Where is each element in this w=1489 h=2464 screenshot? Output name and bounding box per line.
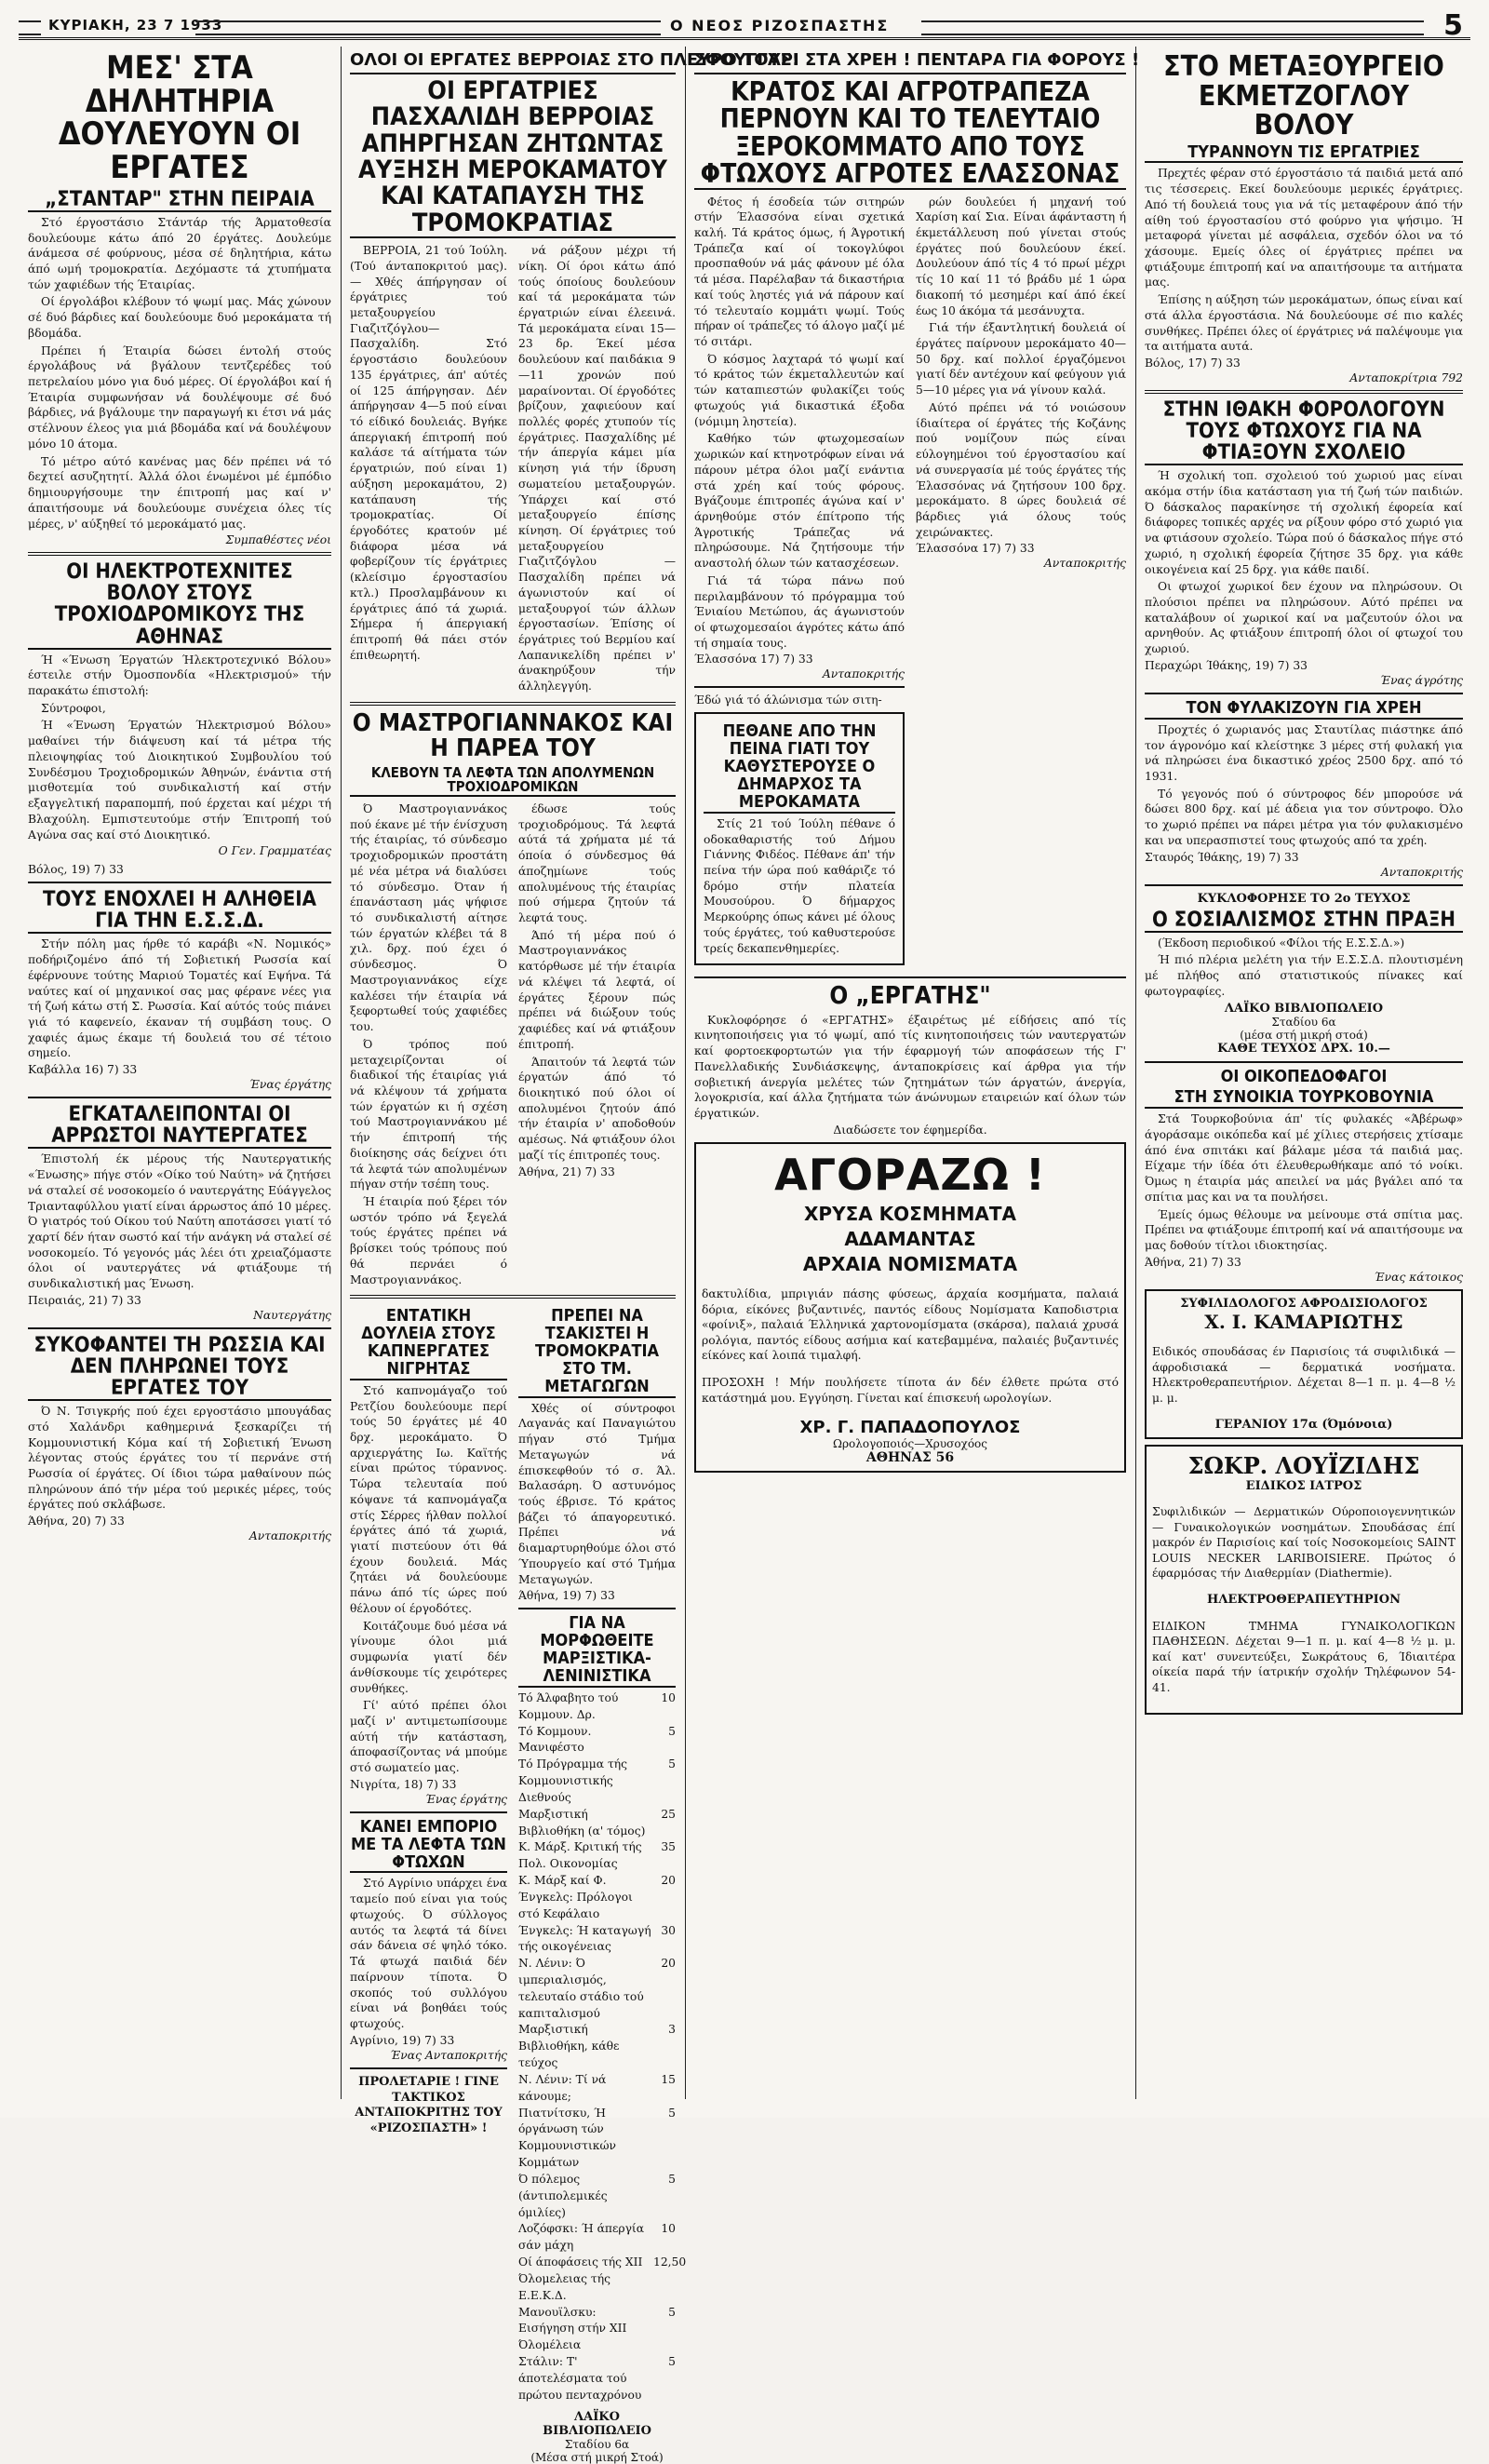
dateline: Έλασσόνα 17) 7) 33 xyxy=(916,542,1035,556)
article-text: Στό Αγρίνιο υπάρχει ένα ταμείο πού είναι για τούς φτωχούς. Ό σύλλογος αυτός τα λεφτά τά δίνει σάν δάνεια σέ ψηλό τόκο. Τά φτωχά παιδιά δέν παίρνουν τίποτα. Ό σκοπός τού συλλόγου είναι νά βοηθάει τούς φτωχούς. xyxy=(350,1877,507,2030)
book-title: Τό Άλφαβητο τού Κομμουν. Δρ. xyxy=(518,1690,619,1721)
article-text: Πρεχτές φέραν στό έργοστάσιο τά παιδιά μετά από τις τέσσερεις. Εκεί δουλεύουμε μερικές έργάτριες. Από τή δουλειά τους για νά τίς μεταφέρουν άπό τήν αίθη τού έργοστασίου στό φούρνο για ψήσιμο. Ή μεταφορά γίνεται μέ ασφάλεια, σχεδόν όλοι να τό χάσουμε. Εμείς όλες οί έργάτριες πρέπει να φτιάξουμε έπιτροπή καί να απαιτήσουμε τα αιτήματα μας. xyxy=(1145,167,1463,289)
paper-name: Ο ΝΕΟΣ ΡΙΖΟΣΠΑΣΤΗΣ xyxy=(670,17,890,34)
article-text: Τό γεγονός πού ό σύντροφος δέν μπορούσε νά δώσει 800 δρχ. καί μέ άδεια για τον σύντροφο. Όλο το χωριό πρέπει να πάρει μέτρα για τόν φυλακισμένο και να υπερασπιστεί τους φτωχούς από τα χρέη. xyxy=(1145,787,1463,847)
advert-line: ΧΡΥΣΑ ΚΟΣΜΗΜΑΤΑ xyxy=(804,1202,1016,1225)
book-title: Κ. Μάρξ καί Φ. Ένγκελς: Πρόλογοι στό Κεφάλαιο xyxy=(518,1874,633,1920)
dateline: Έλασσόνα 17) 7) 33 xyxy=(694,653,813,666)
book-row xyxy=(518,2106,676,2172)
signature: Ο Γεν. Γραμματέας xyxy=(218,844,331,858)
bookshop-address: Σταδίου 6α xyxy=(564,2437,630,2451)
article-text: Στίς 21 τού Ίούλη πέθανε ό οδοκαθαριστής τού Δήμου Γιάννης Φιδέος. Πέθανε άπ' τήν πείνα τήν ώρα πού καθάριζε τό δρόμο στήν πλατεία Μουσούρου. Ό δήμαρχος Μερκούρης όπως κάνει μέ όλους τούς έργάτες, τού καθυστερούσε τρείς δεκαπενθημερίες. xyxy=(704,816,895,955)
book-title: Πιατνίτσκυ, Ή όργάνωση τών Κομμουνιστικών Κομμάτων xyxy=(518,2106,616,2170)
advert-subtitle: ΗΛΕΚΤΡΟΘΕΡΑΠΕΥΤΗΡΙΟΝ xyxy=(1207,1593,1401,1608)
dateline: Περαχώρι Ίθάκης, 19) 7) 33 xyxy=(1145,658,1308,672)
book-price: 5 xyxy=(668,1757,676,1771)
article-text: Ή «Ένωση Έργατών Ήλεκτροτεχνικό Βόλου» έστειλε στήν Όμοσπονδία «Ηλεκτρισμού» τήν παρακάτω έπιστολή: xyxy=(28,653,331,698)
article-text: Οι φτωχοί χωρικοί δεν έχουν να πληρώσουν. Οι πλούσιοι πρέπει να πληρώσουν. Αύτό πρέπει να καταλάβουν οί χωρικοί καί να μαζευτούν όλοι να αρνηθούν. Ας φτιάξουν έπιτροπή όλοι οί φτωχοί του χωριού. xyxy=(1145,580,1463,656)
book-title: Ν. Λένιν: Τί νά κάνουμε; xyxy=(518,2072,607,2103)
advert-subtitle: ΕΙΔΙΚΟΣ ΙΑΤΡΟΣ xyxy=(1245,1478,1362,1493)
book-row xyxy=(518,1923,676,1957)
article-text: ρών δουλεύει ή μηχανή τού Χαρίση καί Σια. Είναι άφάνταστη ή έκμετάλλευση πού γίνεται στούς έργάτες πού δουλεύουν έκεί. Δουλεύουν άπό τίς 4 τό πρωί μέχρι τίς 10 καί 11 τό βράδυ μέ 1 ώρα διακοπή τό μεσημέρι καί άπό έκεί έως 10 άκόμα τά μεσάνυχτα. xyxy=(916,195,1126,317)
signature: Ένας κάτοικος xyxy=(1374,1270,1463,1284)
article-text: νά ράξουν μέχρι τή νίκη. Οί όροι κάτω άπό τούς όποίους δουλεύουν καί τά μεροκάματα τών έργατριών είναι έλεεινά. Τά μεροκάματα είναι 15—23 δρ. Έκεί μέσα δουλεύουν καί παιδάκια 9—11 χρονών πού μαραίνονται. Οί έργοδότες βρίζουν, χαφιεύουν καί πολλές φορές χτυπούν τίς έργάτριες. Πασχαλίδης μέ τήν άπεργία κάμει μία κίνηση γιά τήν ίδρυση σωματείου μεταξουργών. Ύπάρχει καί στό μεταξουργείο έπίσης κίνηση. Οί έργάτριες τού μεταξουργείου Γιαζιτζόγλου — Πασχαλίδη πρέπει νά άγωνιστούν καί οί μεταξουργοί τών άλλων έργοστασίων. Έπίσης οί έργάτριες τού Βερμίου καί Λαπανικελίδη πρέπει ν' άνακηρύξουν τήν άλληλεγγύη. xyxy=(518,244,676,693)
subheadline: ΤΥΡΑΝΝΟΥΝ ΤΙΣ ΕΡΓΑΤΡΙΕΣ xyxy=(1145,144,1463,164)
book-price: 10 xyxy=(661,1690,676,1704)
headline: ΓΙΑ ΝΑ ΜΟΡΦΩΘΕΙΤΕ ΜΑΡΞΙΣΤΙΚΑ-ΛΕΝΙΝΙΣΤΙΚΑ xyxy=(518,1615,676,1688)
article-text: Σύντροφοι, xyxy=(41,701,106,715)
bookshop-name: ΛΑΪΚΟ ΒΙΒΛΙΟΠΩΛΕΙΟ xyxy=(1224,1001,1384,1016)
book-price: 20 xyxy=(661,1874,676,1888)
dateline: Άθήνα, 19) 7) 33 xyxy=(518,1589,615,1603)
headline: ΣΤΗ ΣΥΝΟΙΚΙΑ ΤΟΥΡΚΟΒΟΥΝΙΑ xyxy=(1145,1089,1463,1109)
book-title: Μαρξιστική Βιβλιοθήκη (α' τόμος) xyxy=(518,1807,646,1838)
bookshop-name: ΛΑΪΚΟ ΒΙΒΛΙΟΠΩΛΕΙΟ xyxy=(543,2409,651,2438)
headline: ΚΡΑΤΟΣ ΚΑΙ ΑΓΡΟΤΡΑΠΕΖΑ ΠΕΡΝΟΥΝ ΚΑΙ ΤΟ ΤΕΛΕΥΤΑΙΟ ΞΕΡΟΚΟΜΜΑΤΟ ΑΠΟ ΤΟΥΣ ΦΤΩΧΟΥΣ ΑΓΡΟΤΕΣ ΕΛΑΣΣΟΝΑΣ xyxy=(694,78,1126,190)
book-price: 5 xyxy=(668,1724,676,1738)
advert-text: ΠΡΟΣΟΧΗ ! Μήν πουλήσετε τίποτα άν δέν έλθετε πρώτα στό κατάστημά μου. Εγγύηση. Γίνεται καί έπισκευή ωρολογίων. xyxy=(702,1376,1119,1405)
book-title: Οί άποφάσεις τής XII Όλομελειας τής Ε.Ε.Κ.Δ. xyxy=(518,2255,643,2302)
advertiser-address: ΓΕΡΑΝΙΟΥ 17α (Όμόνοια) xyxy=(1214,1417,1393,1432)
headline: ΣΤΟ ΜΕΤΑΞΟΥΡΓΕΙΟ ΕΚΜΕΤΖΟΓΛΟΥ ΒΟΛΟΥ xyxy=(1163,50,1444,141)
book-title: Τό Κομμουν. Μανιφέστο xyxy=(518,1724,592,1755)
article-text: Στήν πόλη μας ήρθε τό καράβι «Ν. Νομικός» ποδήριζομένο άπό τή Σοβιετική Ρωσσία καί έφέρνουνε τούτης Μαριού Τοματές καί Εψήνα. Τά ναύτες καί οί μηχανικοί σας μας φέρανε νέες για τή ζωή κάτω στή Σ. Ρωσσία. Καί αύτός τούς πιάνει γιά τό καφενείο, έκαναν τή συμβάση τους. Ο χαφιές άμως έκαμε τή δουλειά του σέ τέτοιο σημείο. xyxy=(28,937,331,1060)
article-text: Ό τρόπος πού μεταχειρίζονται οί διαδικοί τής έταιρίας γιά νά κλέψουν τά χρήματα τών έργατών κι ή σχέση τού Μαστρογιαννάκου μέ τήν έπιτροπή τής διοίκησης σάς δείχνει ότι τά λεφτά τών απολυμένων πήγαν στήν τσέπη τους. xyxy=(350,1037,507,1192)
dateline: Νιγρίτα, 18) 7) 33 xyxy=(350,1777,457,1791)
subheadline: ΚΛΕΒΟΥΝ ΤΑ ΛΕΦΤΑ ΤΩΝ ΑΠΟΛΥΜΕΝΩΝ ΤΡΟΧΙΟΔΡΟΜΙΚΩΝ xyxy=(350,766,676,798)
book-title: Ό πόλεμος (άντιπολεμικές όμιλίες) xyxy=(518,2172,608,2219)
advert-text: Ειδικός σπουδάσας έν Παρισίοις τά συφιλιδικά — άφροδισιακά — δερματικά νοσήματα. Ηλεκτροθεραπευτήριον. Δέχεται 8—1 π. μ. 4—8 ½ μ. μ. xyxy=(1152,1345,1455,1405)
kicker: ΟΙ ΟΙΚΟΠΕΔΟΦΑΓΟΙ xyxy=(1220,1066,1388,1086)
headline: ΕΓΚΑΤΑΛΕΙΠΟΝΤΑΙ ΟΙ ΑΡΡΩΣΤΟΙ ΝΑΥΤΕΡΓΑΤΕΣ xyxy=(28,1104,331,1149)
article-text: Γιά τά τώρα πάνω πού περιλαμβάνουν τό πρόγραμμα τού Ένιαίου Μετώπου, άς άγωνιστούν οί φτωχομεσαίοι άγρότες κάτω άπό τή σημαία τους. xyxy=(694,573,905,650)
advert-title: ΑΓΟΡΑΖΩ ! xyxy=(774,1149,1046,1200)
article-text: Χθές οί σύντροφοι Λαγανάς καί Παναγιώτου πήγαν στό Τμήμα Μεταγωγών νά έπισκεφθούν τό σ. Άλ. Βαλασάρη. Ό αστυνόμος τούς έβρισε. Τό κράτος βάζει τό άπαγορευτικό. Πρέπει νά διαμαρτυρηθούμε όλοι στό Ύπουργείο καί στό Τμήμα Μεταγωγών. xyxy=(518,1401,676,1586)
signature: Ανταποκρίτρια 792 xyxy=(1349,371,1463,385)
bookshop-note: (Μέσα στή μικρή Στοά) xyxy=(530,2450,664,2464)
headline: ΚΑΝΕΙ ΕΜΠΟΡΙΟ ΜΕ ΤΑ ΛΕΦΤΑ ΤΩΝ ΦΤΩΧΩΝ xyxy=(351,1816,506,1872)
headline: ΣΥΚΟΦΑΝΤΕΙ ΤΗ ΡΩΣΣΙΑ ΚΑΙ ΔΕΝ ΠΛΗΡΩΝΕΙ ΤΟΥΣ ΕΡΓΑΤΕΣ ΤΟΥ xyxy=(28,1335,331,1401)
signature: Ένας έργάτης xyxy=(424,1792,507,1806)
book-price: 12,50 xyxy=(653,2255,687,2269)
advertiser-profession: Ωρολογοποιός—Χρυσοχόος xyxy=(833,1436,987,1450)
book-row xyxy=(518,2172,676,2221)
headline: ΤΟΝ ΦΥΛΑΚΙΖΟΥΝ ΓΙΑ ΧΡΕΗ xyxy=(1145,700,1463,720)
article-text: Άπό τή μέρα πού ό Μαστρογιαννάκος κατόρθωσε μέ τήν έταιρία νά κλέψει τά λεφτά, οί έργάτες ξέρουν πώς πρέπει νά διώξουν τούς χαφιέδες καί νά φτιάξουν έπιτροπή. xyxy=(518,928,676,1051)
advert-text: δακτυλίδια, μπριγιάν πάσης φύσεως, άρχαία κοσμήματα, παλαιά δόρια, είκόνες βυζαντινές, παντός είδους Νομίσματα Καποδιστρια «φοίνιξ», παλαιά Έλληνικά χαρτονομίσματα (σκάρσα), παλαιά χρυσά ρολόγια, παντός είδους ασήμια καί κατεβαμμένα, παλαιές βυζαντινές είκόνες καί λοιπά τιμαλφή. xyxy=(702,1286,1119,1363)
note: Διαδώσετε τον έφημερίδα. xyxy=(833,1123,987,1137)
doctor-advert-1 xyxy=(1145,1289,1463,1439)
book-row xyxy=(518,1839,676,1873)
book-row xyxy=(518,2255,687,2304)
headline: Ο ΜΑΣΤΡΟΓΙΑΝΝΑΚΟΣ ΚΑΙ Η ΠΑΡΕΑ ΤΟΥ xyxy=(352,708,674,763)
signature: Ανταποκριτής xyxy=(1043,557,1126,571)
dateline: Άθήνα, 21) 7) 33 xyxy=(518,1165,615,1178)
article-text: Ή «Ένωση Έργατών Ήλεκτρισμού Βόλου» μαθαίνει τήν διάψευση καί τά μέτρα τής πλειοψηφίας τού Διοικητικού Συμβουλίου τού Συνδέσμου Τροχιοδρομικών Άθηνών, ένάντια στή μισθοτεμία τού συνδικαλιστή καί στήν εξαγγελτική παραπομπή, πού έρχεται καί μέχρι τή Βλαχούλη. Εμπιστευτούμε στήν Έπιτροπή τού Αγώνα σας καί στό Διοικητικό. xyxy=(28,719,331,842)
book-row xyxy=(518,2305,676,2354)
article-text: ΒΕΡΡΟΙΑ, 21 τού Ίούλη. (Τού άνταποκριτού μας). — Χθές άπήργησαν οί έργάτριες τού μεταξουργείου Γιαζιτζόγλου—Πασχαλίδη. Στό έργοστάσιο δουλεύουν 135 έργάτριες, άπ' αύτές οί 125 άπήργησαν. Δέν άπήργησαν 4—5 πού είναι τό είδικό δουλειάς. Βγήκε άπεργιακή έπιτροπή πού καλάσε τά αίτήματα τών έργατριών, πού είναι 1) αύξηση μεροκαμάτου, 2) κατάπαυση τής τρομοκρατίας. Οί έργοδότες κρατούν μέ διάφορα μέσα νά φοβερίζουν τίς έργάτριες (κλείσιμο έργοστασίου κτλ.) Προσλαμβάνουν κι έργάτριες άπό τά χωριά. Σήμερα ή άπεργιακή έπιτροπή θά πάει στόν έπιθεωρητή. xyxy=(350,244,507,662)
book-row xyxy=(518,2354,676,2403)
book-price: 15 xyxy=(661,2072,676,2086)
article-text: Τό μέτρο αύτό κανένας μας δέν πρέπει νά τό δεχτεί ασυζητητί. Άλλά όλοι ένωμένοι μέ έμπόδιο δημιουργήσουμε την έπιτροπή μας καί ν' άπαιτήσουμε νά δουλεύουμε συνέχεια όλες τίς μέρες, ν' αύξηθεί τό μεροκάματό μας. xyxy=(28,454,331,531)
page-number: 5 xyxy=(1443,9,1463,42)
book-title: Στάλιν: Τ' άποτελέσματα τού πρώτου πενταχρόνου xyxy=(518,2355,642,2402)
headline: Ο „ΕΡΓΑΤΗΣ" xyxy=(829,982,991,1011)
issue-date: ΚΥΡΙΑΚΗ, 23 7 1933 xyxy=(48,17,223,34)
headline: ΜΕΣ' ΣΤΑ ΔΗΛΗΤΗΡΙΑ ΔΟΥΛΕΥΟΥΝ ΟΙ ΕΡΓΑΤΕΣ xyxy=(58,49,302,187)
book-price: 5 xyxy=(668,2355,676,2369)
signature: Ανταποκριτής xyxy=(822,667,905,681)
article-text: Καθήκο τών φτωχομεσαίων χωρικών καί κτηνοτρόφων είναι νά πάρουν μέτρα όλοι μαζί ενάντια στά χρέη καί τούς φόρους. Βγάζουμε έπιτροπές άγώνα καί ν' άρνηθούμε στόν έπίτροπο τής Άγροτικής Τράπεζας νά πληρώσουμε. Νά ζητήσουμε τήν αναστολή όλων τών κατασχέσεων. xyxy=(694,432,905,571)
signature: Ένας άγρότης xyxy=(1380,673,1463,687)
article-text: Ό Ν. Τσιγκρής πού έχει εργοστάσιο μπουγάδας στό Χαλάνδρι καθημερινά ξεσκαρίζει τή Κομμουνιστική Κόμα καί τή Σοβιετική Ένωση λέγοντας στούς έργάτες του τί περνάνε στή Ρωσσία οί έργάτες. Οί ίδιοι τώρα μαθαίνουν πώς πληρώνουν άπό τήν μέρα τού μερικές μέρες, τούς έργάτες πού σκλάβωσε. xyxy=(28,1405,331,1512)
kicker: ΚΥΚΛΟΦΟΡΗΣΕ ΤΟ 2ο ΤΕΥΧΟΣ xyxy=(1197,891,1411,906)
signature: Ένας Ανταποκριτής xyxy=(390,2048,507,2062)
subheadline: „ΣΤΑΝΤΑΡ" ΣΤΗΝ ΠΕΙΡΑΙΑ xyxy=(28,189,331,212)
headline: ΣΤΗΝ ΙΘΑΚΗ ΦΟΡΟΛΟΓΟΥΝ ΤΟΥΣ ΦΤΩΧΟΥΣ ΓΙΑ ΝΑ ΦΤΙΑΞΟΥΝ ΣΧΟΛΕΙΟ xyxy=(1145,399,1463,465)
book-title: Μανουϊλσκυ: Εισήγηση στήν XII Όλομέλεια xyxy=(518,2305,627,2352)
footnote: Έδώ γιά τό άλώνισμα τών σιτη- xyxy=(694,693,882,707)
dateline: Αγρίνιο, 19) 7) 33 xyxy=(350,2033,455,2047)
column-1 xyxy=(28,48,331,2099)
advert-line: ΑΔΑΜΑΝΤΑΣ xyxy=(844,1227,976,1250)
bookshop-address: Σταδίου 6α xyxy=(1271,1015,1336,1029)
book-row xyxy=(518,2072,676,2106)
bookshop-note: (μέσα στή μικρή στοά) xyxy=(1240,1028,1368,1042)
book-price: 20 xyxy=(661,1957,676,1971)
article-text: Ή πιό πλέρια μελέτη για τήν Ε.Σ.Σ.Δ. πλουτισμένη μέ πλήθος από στατιστικούς πίνακες καί φωτογραφίες. xyxy=(1145,953,1463,998)
article-text: Κυκλοφόρησε ό «ΕΡΓΑΤΗΣ» έξαιρέτως μέ είδήσεις από τίς κινητοποιήσεις για τό ψωμί, από τίς κινητοποιήσεις τών ναυτεργατών καί φορτοεκφορτωτών για τήν έφαρμογή τών αποφάσεων τής Γ' Πανελλαδικής Συνδιάσκεψης, άνταποκρίσεις καί άρθρα για τήν σοβιετική άνεργία μελέτες τών ζητημάτων τών άργατών, άνεργία, λογοκρισία, καί άλλα ζητήματα τών άνώνυμων εταιρειών καί όλων τών έργατικών. xyxy=(694,1013,1126,1120)
article-text: Οί έργολάβοι κλέβουν τό ψωμί μας. Μάς χώνουν σέ δυό βάρδιες καί δουλεύουμε δυό μεροκάματα τή βδομάδα. xyxy=(28,295,331,340)
book-price: 5 xyxy=(668,2172,676,2186)
book-title: Λοζόφσκι: Ή άπεργία σάν μάχη xyxy=(518,2222,645,2253)
column-4 xyxy=(1145,48,1463,2099)
article-text: Προχτές ό χωριανός μας Σταυτίλας πιάστηκε άπό τον άγρονόμο καί κλείστηκε 3 μέρες στή φυλακή για νά πληρώσει ένα δικαστικό χρέος 2500 δρχ. από τό 1931. xyxy=(1145,722,1463,783)
advertiser-address: ΑΘΗΝΑΣ 56 xyxy=(865,1449,955,1465)
dateline: Πειραιάς, 21) 7) 33 xyxy=(28,1293,141,1307)
article-text: Πρέπει ή Έταιρία δώσει έντολή στούς έργολάβους νά βγάλουν τεντζερέδες τού πετρελαίου μόνο για δυό μέρες. Οί έργολάβοι καί ή Έταιρία συμφωνήσαν νά δουλέψουμε σέ δυό βάρδιες, νά βγάλουμε την παραγωγή κι έτσι νά μάς στέλνουν έλεος για μιά βδομάδα καί νά δουλέψουν μόνο 10 άτομα. xyxy=(28,343,331,451)
book-title: Ν. Λένιν: Ό ιμπεριαλισμός, τελευταίο στάδιο τού καπιταλισμού xyxy=(518,1957,644,2020)
article-text: Έμείς όμως θέλουμε να μείνουμε στά σπίτια μας. Πρέπει να φτιάξουμε έπιτροπή καί νά απαιτήσουμε να μας δοθούν τίτλοι ιδιοκτησίας. xyxy=(1145,1207,1463,1253)
book-row xyxy=(518,2221,676,2255)
article-text: Άπαιτούν τά λεφτά τών έργατών άπό τό διοικητικό πού όλοι οί απολυμένοι ζητούν άπό τήν έταιρία ν' αποδοθούν αμέσως. Νά φτιάξουν όλοι μαζί τίς έπιτροπές τους. xyxy=(518,1055,676,1162)
article-text: έδωσε τούς τροχιοδρόμους. Τά λεφτά αύτά τά χρήματα μέ τά όποία ό σύνδεσμος θά άποζημίωνε τούς απολυμένους τής έταιρίας πού σήμερα ζητούν τά λεφτά τους. xyxy=(518,802,676,925)
article-text: Έπιστολή έκ μέρους τής Ναυτεργατικής «Ένωσης» πήγε στόν «Οίκο τού Ναύτη» νά ζητήσει νά σταλεί σέ νοσοκομείο ό ναυτεργάτης Εύάγγελος Τριανταφύλλου γιατί είναι άρρωστος άπό 10 μέρες. Ό γιατρός τού Οίκου τού Ναύτη αποτάσσει γιατί τό χαρτί δέν ήταν σωστό καί τήν ανάγκη νά σταλεί σέ νοσοκομείο. Τό γεγονός μάς λέει ότι χρειαζόμαστε όλοι οί ναυτεργάτες νά φτιάξουμε τή συνδικαλιστική μας Ένωση. xyxy=(28,1152,331,1291)
signature: Ανταποκριτής xyxy=(1380,865,1463,879)
book-row xyxy=(518,1690,676,1724)
advertiser-name: Χ. Ι. ΚΑΜΑΡΙΩΤΗΣ xyxy=(1204,1310,1403,1333)
article-text: Γιά τήν έξαντλητική δουλειά οί έργάτες παίρνουν μεροκάματο 40—50 δρχ. καί πολλοί έργαζόμενοι γιατί δέν αντέχουν καί φεύγουν γιά 5—10 μέρες για νά γίνουν καλά. xyxy=(916,321,1126,397)
headline: ΠΡΕΠΕΙ ΝΑ ΤΣΑΚΙΣΤΕΙ Η ΤΡΟΜΟΚΡΑΤΙΑ ΣΤΟ ΤΜ. ΜΕΤΑΓΩΓΩΝ xyxy=(518,1308,676,1397)
article-text: Στό καπνομάγαζο τού Ρετζίου δουλεύουμε περί τούς 50 έργάτες μέ 40 δρχ. μεροκάματο. Ό αρχιεργάτης Ιω. Καϊτής είναι πρώτος τύραννος. Τώρα τελευταία πού κόψανε τά καπνομάγαζα στίς Σέρρες ήλθαν πολλοί έργάτες άπό τά χωριά, γιατί πιστεύουν ότι θά έχουν δουλειά. Μάς ζητάει νά δουλεύουμε πάνω άπό τίς ώρες πού θέλουν οί έργοδότες. xyxy=(350,1383,507,1615)
advert-text: ΕΙΔΙΚΟΝ ΤΜΗΜΑ ΓΥΝΑΙΚΟΛΟΓΙΚΩΝ ΠΑΘΗΣΕΩΝ. Δέχεται 9—1 π. μ. καί 4—8 ½ μ. μ. καί κατ' συνεντεύξει, Σωκράτους 6, Ίδιαιτέρα οίκεία παρά τήν ίατρικήν σχολήν Τηλέφωνον 54-41. xyxy=(1152,1619,1455,1694)
headline: Ο ΣΟΣΙΑΛΙΣΜΟΣ ΣΤΗΝ ΠΡΑΞΗ xyxy=(1145,909,1463,933)
advert-title: ΣΥΦΙΛΙΔΟΛΟΓΟΣ ΑΦΡΟΔΙΣΙΟΛΟΓΟΣ xyxy=(1180,1296,1428,1311)
article-text: Ή σχολική τοπ. σχολειού τού χωριού μας είναι ακόμα στήν ίδια κατάσταση για τή ζωή τών παιδιών. Ό δάσκαλος παρακίνησε τή σχολική έφορεία καί διάφορες τοπικές αρχές να ρίξουν φόρο στό χωριό για να φτιάσουν σχολείο. Τώρα πού ό δάσκαλος πήγε στό χωριό, η σχολική έφορεία ζήτησε 35 δρχ. για κάθε οικογένεια καί 25 δρχ. για κάθε παιδί. xyxy=(1145,469,1463,576)
article-text: Φέτος ή έσοδεία τών σιτηρών στήν Έλασσόνα είναι σχετικά καλή. Τά κράτος όμως, ή Άγροτική Τράπεζα καί οί τοκογλύφοι προσπαθούν νά μάς φάνουν μέ όλα τά μέσα. Παρέλαβαν τά δικαστήρια καί τούς ληστές γιά νά πάρουν καί τό τελευταίο κομμάτι ψωμί. Τούς πήραν οί τράπεζες τό άλογο μαζί μέ τό σιτάρι. xyxy=(694,195,905,349)
article-text: Έπίσης η αύξηση τών μεροκάματων, όπως είναι καί στά άλλα έργοστάσια. Νά δουλεύουμε σέ πιο καλές συνθήκες. Πρέπει όλες οί έργάτριες νά παλέψουμε για τα αιτήματα αυτά. xyxy=(1145,293,1463,354)
book-row xyxy=(518,1807,676,1840)
article-text: Αύτό πρέπει νά τό νοιώσουν ίδιαίτερα οί έργάτες τής Κοζάνης πού νομίζουν πώς είναι εύλογημένοι τού έργοστασίου καί νά συνεργασία μέ τούς έργάτες τής Έλασσόνας νά ζητήσουν 100 δρχ. μεροκάματο. 8 ώρες δουλειά σέ βάρδιες γιά όλους τούς χειρώνακτες. xyxy=(916,400,1126,539)
headline: ΕΝΤΑΤΙΚΗ ΔΟΥΛΕΙΑ ΣΤΟΥΣ ΚΑΠΝΕΡΓΑΤΕΣ ΝΙΓΡΗΤΑΣ xyxy=(350,1308,507,1380)
dateline: Βόλος, 17) 7) 33 xyxy=(1145,357,1241,370)
kicker: ΣΦΟΥΓΓΑΡΙ ΣΤΑ ΧΡΕΗ ! ΠΕΝΤΑΡΑ ΓΙΑ ΦΟΡΟΥΣ ! xyxy=(694,48,1126,74)
masthead xyxy=(0,4,1489,43)
headline: ΟΙ ΕΡΓΑΤΡΙΕΣ ΠΑΣΧΑΛΙΔΗ ΒΕΡΡΟΙΑΣ ΑΠΗΡΓΗΣΑΝ ΖΗΤΩΝΤΑΣ ΑΥΞΗΣΗ ΜΕΡΟΚΑΜΑΤΟΥ ΚΑΙ ΚΑΤΑΠΑΥΣΗ ΤΗΣ ΤΡΟΜΟΚΡΑΤΙΑΣ xyxy=(350,78,676,238)
book-row xyxy=(518,1724,676,1757)
call-to-action: ΠΡΟΛΕΤΑΡΙΕ ! ΓΙΝΕ ΤΑΚΤΙΚΟΣ ΑΝΤΑΠΟΚΡΙΤΗΣ ΤΟΥ «ΡΙΖΟΣΠΑΣΤΗ» ! xyxy=(355,2074,503,2136)
book-row xyxy=(518,1873,676,1922)
book-price: 3 xyxy=(668,2023,676,2037)
book-price: 10 xyxy=(661,2222,676,2236)
article-text: Κοιτάζουμε δυό μέσα νά γίνουμε όλοι μιά συμφωνία γιατί δέν άνθίσκουμε τίς χειρότερες συνθήκες. xyxy=(350,1619,507,1695)
headline: ΠΕΘΑΝΕ ΑΠΟ ΤΗΝ ΠΕΙΝΑ ΓΙΑΤΙ ΤΟΥ ΚΑΘΥΣΤΕΡΟΥΣΕ Ο ΔΗΜΑΡΧΟΣ ΤΑ ΜΕΡΟΚΑΜΑΤΑ xyxy=(704,723,895,813)
article-text: Ό κόσμος λαχταρά τό ψωμί καί τό κράτος τών έκμεταλλευτών καί τών καταπιεστών φυλακίζει τούς φτωχούς γιά δικαστικά έξοδα (νόμιμη ληστεία). xyxy=(694,352,905,428)
article-text: Στό έργοστάσιο Στάντάρ τής Άρματοθεσία δουλεύουμε κάτω άπό 20 έργάτες. Δουλεύμε άνάμεσα σέ φούρνους, μέσα σέ δηλητήρια, κάτω άπό ωμή τρομοκρατία. Δεχόμαστε τά χτυπήματα τών χαφιέδων τής Έταιρίας. xyxy=(28,215,331,291)
dateline: Σταυρός Ίθάκης, 19) 7) 33 xyxy=(1145,850,1299,864)
kicker: ΟΛΟΙ ΟΙ ΕΡΓΑΤΕΣ ΒΕΡΡΟΙΑΣ ΣΤΟ ΠΛΕΥΡΟ ΤΟΥΣ! xyxy=(350,48,676,74)
doctor-advert-2 xyxy=(1145,1445,1463,1715)
headline: ΟΙ ΗΛΕΚΤΡΟΤΕΧΝΙΤΕΣ ΒΟΛΟΥ ΣΤΟΥΣ ΤΡΟΧΙΟΔΡΟΜΙΚΟΥΣ ΤΗΣ ΑΘΗΝΑΣ xyxy=(28,561,331,649)
article-text: Ή έταιρία πού ξέρει τόν ωστόν τρόπο νά ξεγελά τούς έργάτες πρέπει νά βρίσκει τούς τρόπους πού θά περνάει ό Μαστρογιαννάκος. xyxy=(350,1194,507,1286)
book-row xyxy=(518,2022,676,2071)
column-3 xyxy=(694,48,1140,2099)
advertiser-name: ΣΩΚΡ. ΛΟΥΪΖΙΔΗΣ xyxy=(1187,1451,1420,1479)
boxed-article xyxy=(694,712,905,965)
book-list xyxy=(518,1690,687,2404)
advert-text: Συφιλιδικών — Δερματικών Ούροποιογεννητικών — Γυναικολογικών νοσημάτων. Σπουδάσας έπί μακρόν έν Παρισίοις καί τοίς Νοσοκομείοις SAINT LOUIS NECKER LARIBOISIERE. Πρώτος ό έφαρμόσας τήν Διαθερμίαν (Diathermie). xyxy=(1152,1505,1455,1581)
book-row xyxy=(518,1956,676,2022)
advertiser-name: ΧΡ. Γ. ΠΑΠΑΔΟΠΟΥΛΟΣ xyxy=(799,1417,1021,1437)
book-title: Μαρξιστική Βιβλιοθήκη, κάθε τεύχος xyxy=(518,2023,620,2070)
book-title: Τό Πρόγραμμα τής Κομμουνιστικής Διεθνούς xyxy=(518,1757,628,1804)
headline: ΤΟΥΣ ΕΝΟΧΛΕΙ Η ΑΛΗΘΕΙΑ ΓΙΑ ΤΗΝ Ε.Σ.Σ.Δ. xyxy=(28,889,331,934)
signature: Ένας έργάτης xyxy=(248,1078,331,1092)
book-price: 5 xyxy=(668,2106,676,2120)
article-text: Στά Τουρκοβούνια άπ' τίς φυλακές «Άβέρωφ» άγοράσαμε οικόπεδα καί μέ χίλιες στερήσεις χτίσαμε άπό ένα σπιτάκι καί βάλαμε μέσα τά παιδιά μας. Είχαμε τήν ίδέα ότι έλευθερωθήκαμε από τό νοίκι. Όμως η έταιρία μάς απειλεί να μάς βγάλει από τα σπίτια μας και να τα πουλήσει. xyxy=(1145,1112,1463,1204)
article-text: (Έκδοση περιοδικού «Φίλοι τής Ε.Σ.Σ.Δ.») xyxy=(1158,936,1405,949)
article-text: Ό Μαστρογιαννάκος πού έκανε μέ τήν ένίσχυση τής έταιρίας, τό σύνδεσμο τροχιοδρομικών προστάτη μέ νέα μέτρα νά διαλύσει τό σύνδεσμο. Όταν ή έπανάσταση μάς ψήφισε τό συνδικαλιστή αίτησε τών έργατών κλέβει τά 8 χιλ. δρχ. πού έχει ό σύνδεσμος. Ό Μαστρογιαννάκος είχε καλέσει τήν έταιρία νά ξεφορτωθεί τούς χαφιέδες του. xyxy=(350,802,507,1034)
article-text: Γί' αύτό πρέπει όλοι μαζί ν' αντιμετωπίσουμε αύτή τήν κατάσταση, άποφασίζοντας νά μπούμε στό σωματείο μας. xyxy=(350,1699,507,1775)
book-price: 25 xyxy=(661,1807,676,1821)
price: ΚΑΘΕ ΤΕΥΧΟΣ ΔΡΧ. 10.— xyxy=(1217,1041,1390,1056)
dateline: Άθήνα, 21) 7) 33 xyxy=(1145,1255,1241,1269)
dateline: Βόλος, 19) 7) 33 xyxy=(28,863,124,877)
book-price: 5 xyxy=(668,2305,676,2319)
book-price: 30 xyxy=(661,1923,676,1937)
signature: Συμπαθέστες νέοι xyxy=(225,533,331,547)
jewellery-advert xyxy=(694,1142,1126,1473)
signature: Ανταποκριτής xyxy=(248,1529,331,1543)
book-title: Κ. Μάρξ. Κριτική τής Πολ. Οικονομίας xyxy=(518,1840,642,1871)
advert-line: ΑΡΧΑΙΑ ΝΟΜΙΣΜΑΤΑ xyxy=(802,1252,1018,1275)
signature: Ναυτεργάτης xyxy=(253,1308,331,1322)
dateline: Καβάλλα 16) 7) 33 xyxy=(28,1063,138,1077)
book-title: Ένγκελς: Ή καταγωγή τής οικογένειας xyxy=(518,1923,651,1954)
dateline: Άθήνα, 20) 7) 33 xyxy=(28,1515,125,1528)
book-price: 35 xyxy=(661,1840,676,1854)
book-row xyxy=(518,1757,676,1806)
